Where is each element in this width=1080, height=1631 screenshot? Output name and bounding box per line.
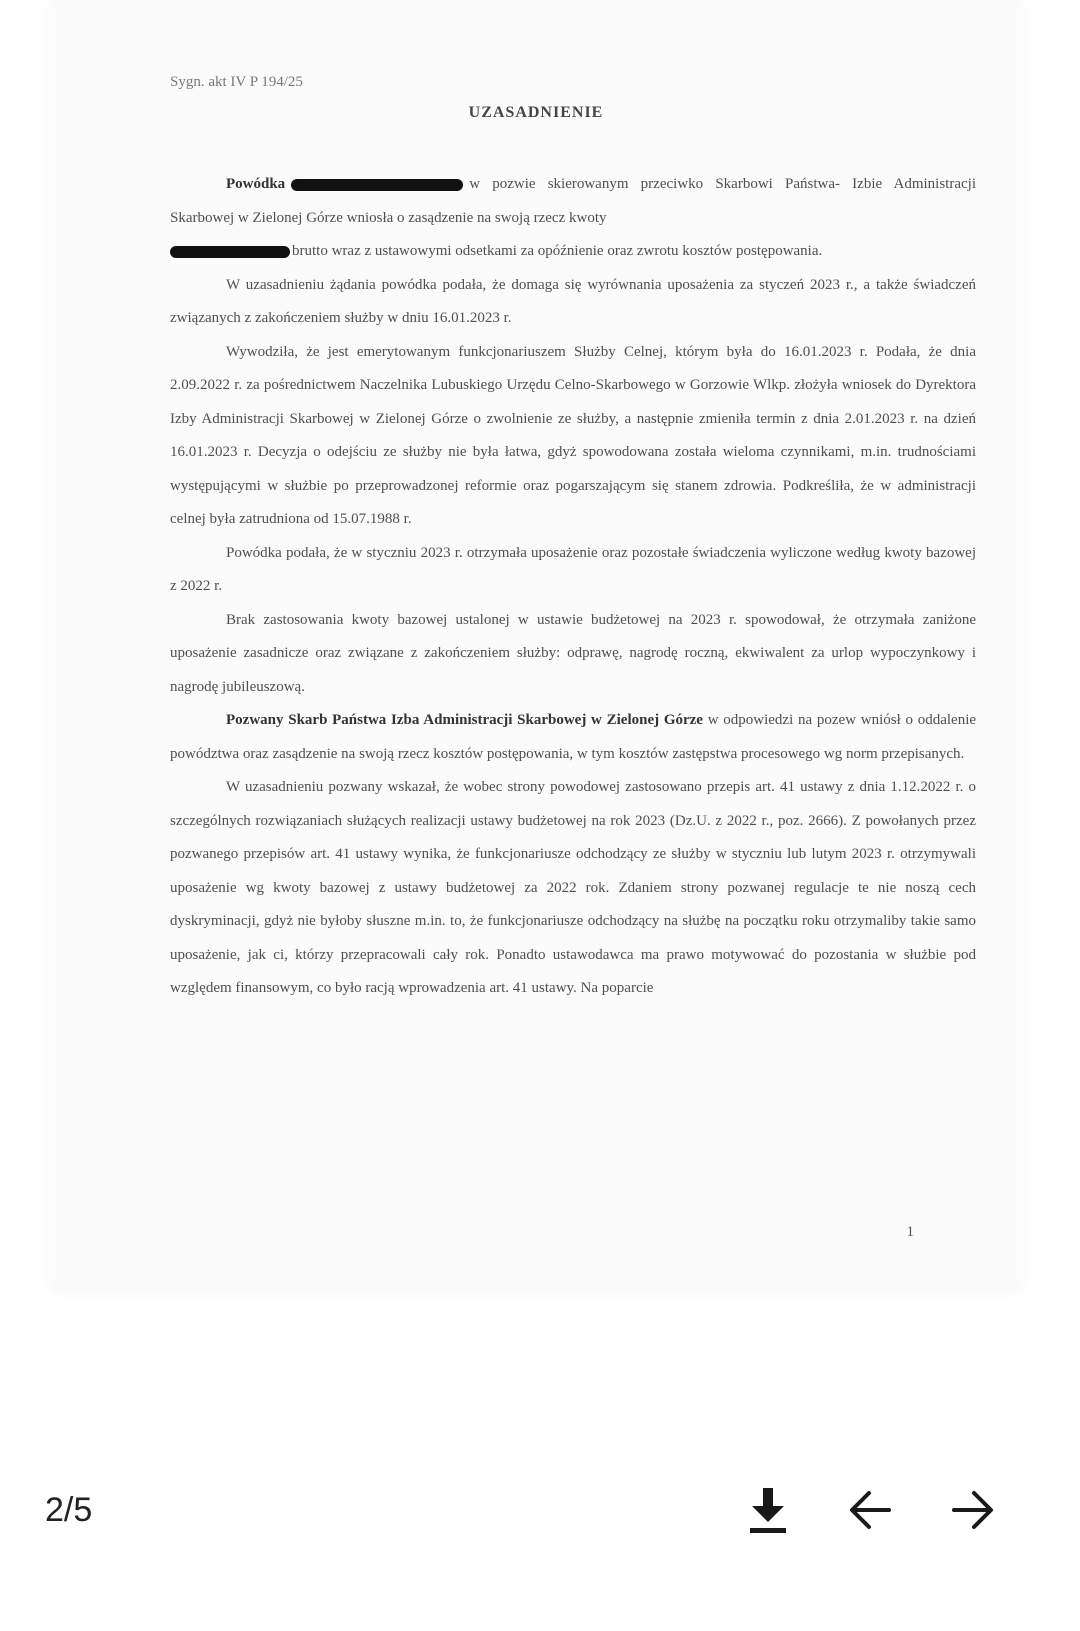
case-signature: Sygn. akt IV P 194/25 bbox=[170, 74, 303, 90]
redacted-name bbox=[291, 179, 463, 191]
paragraph-7: W uzasadnieniu pozwany wskazał, że wobec strony powodowej zastosowano przepis art. 41 ustawy z dnia 1.12.2022 r. o szczególnych rozwiązaniach służących realizacji ustawy budżetowej na rok 2023 (Dz.U. z 2022 r., poz. 2666). Z powołanych przez pozwanego przepisów art. 41 ustawy wynika, że funkcjonariusze odchodzący ze służby w styczniu lub lutym 2023 r. otrzymywali uposażenie wg kwoty bazowej z ustawy budżetowej za 2022 rok. Zdaniem strony pozwanej regulacje te nie noszą cech dyskryminacji, gdyż nie byłoby słuszne m.in. to, że funkcjonariusze odchodzący na służbę na początku roku otrzymaliby takie samo uposażenie, jak ci, którzy przepracowali cały rok. Ponadto ustawodawca ma prawo motywować do pozostania w służbie pod względem finansowym, co było racją wprowadzenia art. 41 ustawy. Na poparcie bbox=[170, 779, 976, 996]
document-title: UZASADNIENIE bbox=[468, 104, 604, 121]
page-number: 1 bbox=[906, 1224, 914, 1240]
download-icon bbox=[746, 1486, 790, 1534]
document-page bbox=[52, 0, 1020, 1290]
page-counter: 2/5 bbox=[45, 1491, 93, 1529]
next-page-button[interactable] bbox=[943, 1480, 1003, 1540]
paragraph-4: Powódka podała, że w styczniu 2023 r. otrzymała uposażenie oraz pozostałe świadczenia wyliczone według kwoty bazowej z 2022 r. bbox=[170, 544, 976, 594]
paragraph-5: Brak zastosowania kwoty bazowej ustalonej w ustawie budżetowej na 2023 r. spowodował, że otrzymała zaniżone uposażenie zasadnicze oraz związane z zakończeniem służby: odprawę, nagrodę roczną, ekwiwalent za urlop wypoczynkowy i nagrodę jubileuszową. bbox=[170, 611, 976, 695]
paragraph-1-text-a: w pozwie skierowanym przeciwko Skarbowi Państwa- Izbie Administracji Skarbowej w Zielonej Górze wniosła o zasądzenie na swoją rzecz kwoty bbox=[170, 176, 976, 226]
arrow-right-icon bbox=[950, 1487, 996, 1533]
redacted-amount bbox=[170, 246, 290, 258]
paragraph-6-text: w odpowiedzi na pozew wniósł o oddalenie powództwa oraz zasądzenie na swoją rzecz kosztów postępowania, w tym kosztów zastępstwa procesowego wg norm przepisanych. bbox=[170, 712, 977, 762]
paragraph-3: Wywodziła, że jest emerytowanym funkcjonariuszem Służby Celnej, którym była do 16.01.2023 r. Podała, że dnia 2.09.2022 r. za pośrednictwem Naczelnika Lubuskiego Urzędu Celno-Skarbowego w Gorzowie Wlkp. złożyła wniosek do Dyrektora Izby Administracji Skarbowej w Zielonej Górze o zwolnienie ze służby, a następnie zmieniła termin z dnia 2.01.2023 r. na dzień 16.01.2023 r. Decyzja o odejściu ze służby nie była łatwa, gdyż spowodowana została wieloma czynnikami, m.in. trudnościami występującymi w służbie po przeprowadzonej reformie oraz pogarszającym się stanem zdrowia. Podkreśliła, że w administracji celnej była zatrudniona od 15.07.1988 r. bbox=[170, 343, 976, 527]
paragraph-1 bbox=[170, 168, 976, 269]
defendant-label: Pozwany Skarb Państwa Izba Administracji Skarbowej w Zielonej Górze bbox=[226, 712, 703, 728]
arrow-left-icon bbox=[847, 1487, 893, 1533]
plaintiff-label: Powódka bbox=[226, 176, 286, 192]
download-button[interactable] bbox=[738, 1480, 798, 1540]
previous-page-button[interactable] bbox=[840, 1480, 900, 1540]
document-body bbox=[170, 168, 976, 1006]
paragraph-1-text-b: brutto wraz z ustawowymi odsetkami za opóźnienie oraz zwrotu kosztów postępowania. bbox=[292, 243, 823, 259]
viewer-toolbar bbox=[0, 1470, 1080, 1550]
paragraph-6 bbox=[170, 704, 976, 771]
paragraph-2: W uzasadnieniu żądania powódka podała, że domaga się wyrównania uposażenia za styczeń 2023 r., a także świadczeń związanych z zakończeniem służby w dniu 16.01.2023 r. bbox=[170, 276, 976, 326]
